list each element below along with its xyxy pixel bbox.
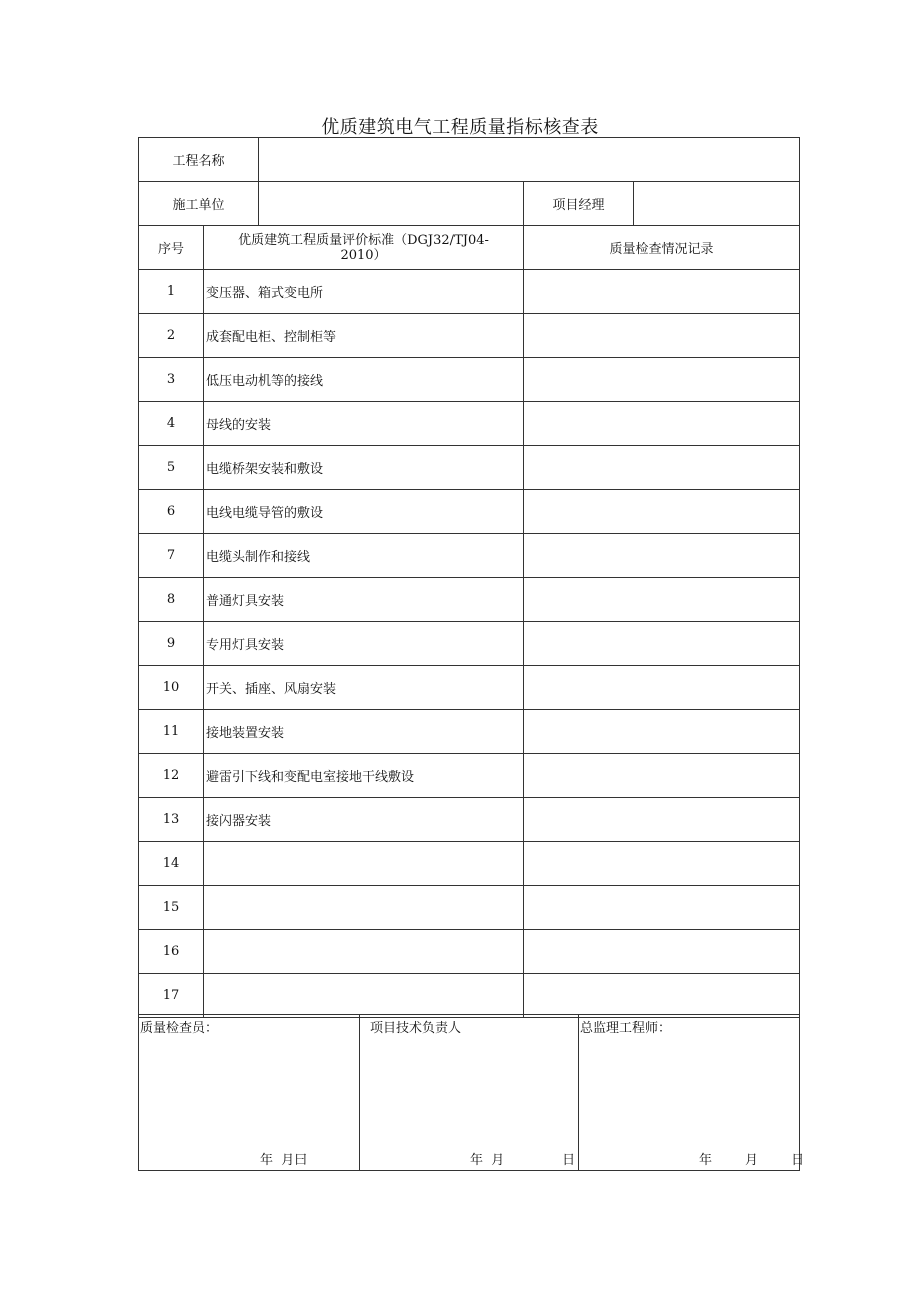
row-item: 低压电动机等的接线 [204,358,524,402]
manager-label: 项目经理 [524,182,634,226]
row-number: 9 [139,622,204,666]
page-title: 优质建筑电气工程质量指标核查表 [321,117,599,138]
manager-field[interactable] [634,182,800,226]
row-number: 8 [139,578,204,622]
row-number: 14 [139,842,204,886]
tech-lead-label: 项目技术负责人 [370,1021,462,1036]
project-name-field[interactable] [259,138,800,182]
row-number: 6 [139,490,204,534]
row-record-field[interactable] [524,270,800,314]
row-item: 成套配电柜、控制柜等 [204,314,524,358]
row-item: 避雷引下线和变配电室接地干线敷设 [204,754,524,798]
row-item: 母线的安装 [204,402,524,446]
supervisor-date: 年 月 日 [699,1153,805,1168]
row-item: 接闪器安装 [204,798,524,842]
contractor-field[interactable] [259,182,524,226]
tech-lead-signature-cell[interactable] [360,1015,579,1171]
row-item: 电线电缆导管的敷设 [204,490,524,534]
supervisor-signature-cell[interactable] [579,1015,805,1171]
table-row [139,402,800,446]
table-row [139,578,800,622]
row-record-field[interactable] [524,578,800,622]
contractor-label: 施工单位 [139,182,259,226]
row-record-field[interactable] [524,798,800,842]
row-item [204,974,524,1018]
row-item: 开关、插座、风扇安装 [204,666,524,710]
row-record-field[interactable] [524,842,800,886]
table-row [139,534,800,578]
row-record-field[interactable] [524,314,800,358]
inspector-date: 年 月曰 [260,1153,308,1168]
row-record-field[interactable] [524,402,800,446]
table-row [139,710,800,754]
table-row [139,930,800,974]
row-number: 11 [139,710,204,754]
row-record-field[interactable] [524,754,800,798]
row-number: 3 [139,358,204,402]
inspection-table [138,137,800,1018]
row-item [204,930,524,974]
row-number: 7 [139,534,204,578]
row-record-field[interactable] [524,974,800,1018]
row-record-field[interactable] [524,446,800,490]
table-row [139,886,800,930]
row-record-field[interactable] [524,710,800,754]
row-item [204,842,524,886]
table-row [139,798,800,842]
row-number: 12 [139,754,204,798]
row-item: 接地装置安装 [204,710,524,754]
row-item: 电缆桥架安装和敷设 [204,446,524,490]
row-record-field[interactable] [524,622,800,666]
row-number: 16 [139,930,204,974]
row-number: 17 [139,974,204,1018]
table-row [139,446,800,490]
row-record-field[interactable] [524,534,800,578]
row-item: 专用灯具安装 [204,622,524,666]
row-item: 普通灯具安装 [204,578,524,622]
table-row [139,974,800,1018]
inspector-label: 质量检查员： [140,1021,219,1036]
tech-lead-date: 年 月 日 [470,1153,576,1168]
row-record-field[interactable] [524,930,800,974]
header-record: 质量检查情况记录 [524,226,800,270]
row-number: 5 [139,446,204,490]
table-row [139,270,800,314]
row-number: 15 [139,886,204,930]
row-number: 4 [139,402,204,446]
supervisor-label: 总监理工程师： [580,1021,672,1036]
table-row [139,622,800,666]
row-item: 电缆头制作和接线 [204,534,524,578]
table-row [139,842,800,886]
table-row [139,358,800,402]
row-record-field[interactable] [524,358,800,402]
row-number: 1 [139,270,204,314]
table-row [139,666,800,710]
row-record-field[interactable] [524,490,800,534]
row-number: 2 [139,314,204,358]
table-row [139,314,800,358]
row-item [204,886,524,930]
row-number: 10 [139,666,204,710]
table-row [139,754,800,798]
row-record-field[interactable] [524,666,800,710]
project-name-label: 工程名称 [139,138,259,182]
header-standard [204,226,524,270]
inspector-signature-cell[interactable] [139,1015,360,1171]
row-record-field[interactable] [524,886,800,930]
table-row [139,490,800,534]
header-no: 序号 [139,226,204,270]
row-number: 13 [139,798,204,842]
header-standard-line1: 优质建筑工程质量评价标准（DGJ32/TJ04- [238,232,489,248]
header-standard-line2: 2010） [340,247,387,263]
row-item: 变压器、箱式变电所 [204,270,524,314]
signature-table [138,1014,805,1171]
